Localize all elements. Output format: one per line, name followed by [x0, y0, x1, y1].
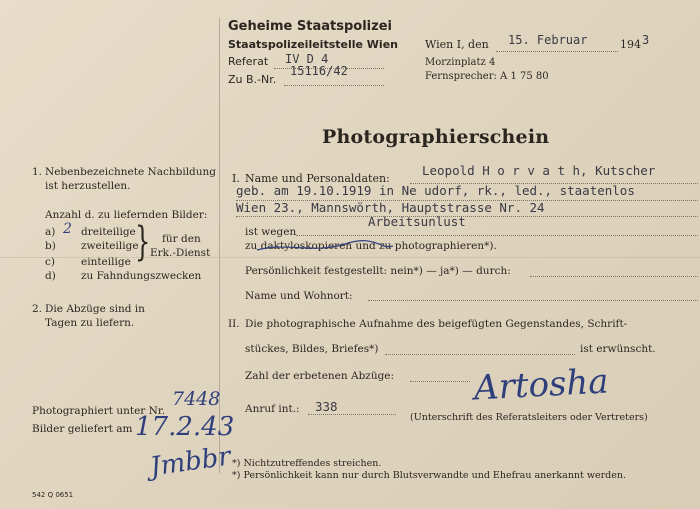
referat-value: IV D 4 [285, 52, 329, 66]
row-c-text: einteilige [81, 256, 131, 268]
section2-line2a: stückes, Bildes, Briefes*) [245, 343, 379, 355]
count-label: Anzahl d. zu liefernden Bilder: [45, 209, 208, 221]
call-line [308, 414, 396, 415]
wegen-value: Arbeitsunlust [368, 214, 466, 229]
identity-line [530, 276, 698, 277]
initials-handwritten: Jmbbr [148, 441, 233, 483]
row-a-value: 2 [63, 221, 72, 237]
footnote-2: *) Persönlichkeit kann nur durch Blutsverwandte und Ehefrau anerkannt werden. [232, 470, 627, 481]
name-address-label: Name und Wohnort: [245, 290, 353, 302]
place-label: Wien I, den [425, 38, 489, 51]
row-c-letter: c) [45, 256, 55, 268]
form-code: 542 Q 0651 [32, 491, 74, 499]
wegen-line [296, 235, 698, 236]
wegen-label: ist wegen [245, 226, 297, 238]
date-line [496, 51, 618, 52]
address: Morzinplatz 4 [425, 57, 496, 68]
for-label-1: für den [162, 233, 201, 245]
zu-daktylo-line: zu daktyloskopieren und zu photographieren*). [245, 240, 497, 252]
row-a-letter: a) [45, 226, 56, 238]
delivered-label: Bilder geliefert am [32, 423, 133, 435]
section2-number: II. [228, 318, 240, 330]
zu-value: 15116/42 [290, 64, 348, 78]
copies-label: Zahl der erbetenen Abzüge: [245, 370, 395, 382]
section2-line2b: ist erwünscht. [580, 343, 656, 355]
year-prefix: 194 [620, 38, 641, 51]
zu-line [284, 85, 384, 86]
for-label-2: Erk.-Dienst [150, 247, 211, 259]
agency-name: Geheime Staatspolizei [228, 19, 392, 34]
person-address: Wien 23., Mannswörth, Hauptstrasse Nr. 24 [236, 200, 545, 215]
section1-line3 [236, 216, 698, 217]
section1-label: Name und Personaldaten: [245, 172, 390, 185]
delivered-value: 17.2.43 [135, 412, 235, 442]
brace-glyph: } [135, 219, 151, 265]
section2-line [385, 354, 575, 355]
row-b-letter: b) [45, 240, 56, 252]
agency-office: Staatspolizeileitstelle Wien [228, 38, 398, 51]
name-address-line [368, 300, 698, 301]
footnote-1: *) Nichtzutreffendes streichen. [232, 458, 382, 469]
referat-label: Referat [228, 55, 269, 68]
row-d-text: zu Fahndungszwecken [81, 270, 202, 282]
row-d-letter: d) [45, 270, 56, 282]
person-birth: geb. am 19.10.1919 in Ne udorf, rk., led., staatenlos [236, 183, 635, 198]
strike-mark [255, 238, 395, 256]
item1-line1: Nebenbezeichnete Nachbildung [45, 166, 217, 178]
copies-line [410, 381, 470, 382]
section1-number: I. [232, 172, 240, 185]
signature: Artosha [473, 361, 610, 409]
photographed-label: Photographiert unter Nr. [32, 405, 166, 417]
identity-label: Persönlichkeit festgestellt: nein*) — ja*) — durch: [245, 265, 511, 277]
year-suffix: 3 [642, 33, 650, 47]
signature-caption: (Unterschrift des Referatsleiters oder Vertreters) [410, 412, 648, 423]
row-b-text: zweiteilige [81, 240, 139, 252]
person-name: Leopold H o r v a t h, Kutscher [422, 163, 656, 178]
item2-line2: Tagen zu liefern. [45, 317, 135, 329]
call-value: 338 [315, 399, 338, 414]
call-label: Anruf int.: [245, 403, 300, 415]
date-value: 15. Februar [508, 33, 588, 47]
photographed-value: 7448 [172, 388, 221, 410]
item1-line2: ist herzustellen. [45, 180, 131, 192]
phone: Fernsprecher: A 1 75 80 [425, 71, 549, 82]
item1-number: 1. [32, 166, 43, 178]
section2-line1: Die photographische Aufnahme des beigefügten Gegenstandes, Schrift- [245, 318, 628, 330]
row-a-text: dreiteilige [81, 226, 136, 238]
zu-label: Zu B.-Nr. [228, 73, 277, 86]
form-title: Photographierschein [322, 126, 550, 148]
item2-number: 2. [32, 303, 43, 315]
item2-line1: Die Abzüge sind in [45, 303, 145, 315]
